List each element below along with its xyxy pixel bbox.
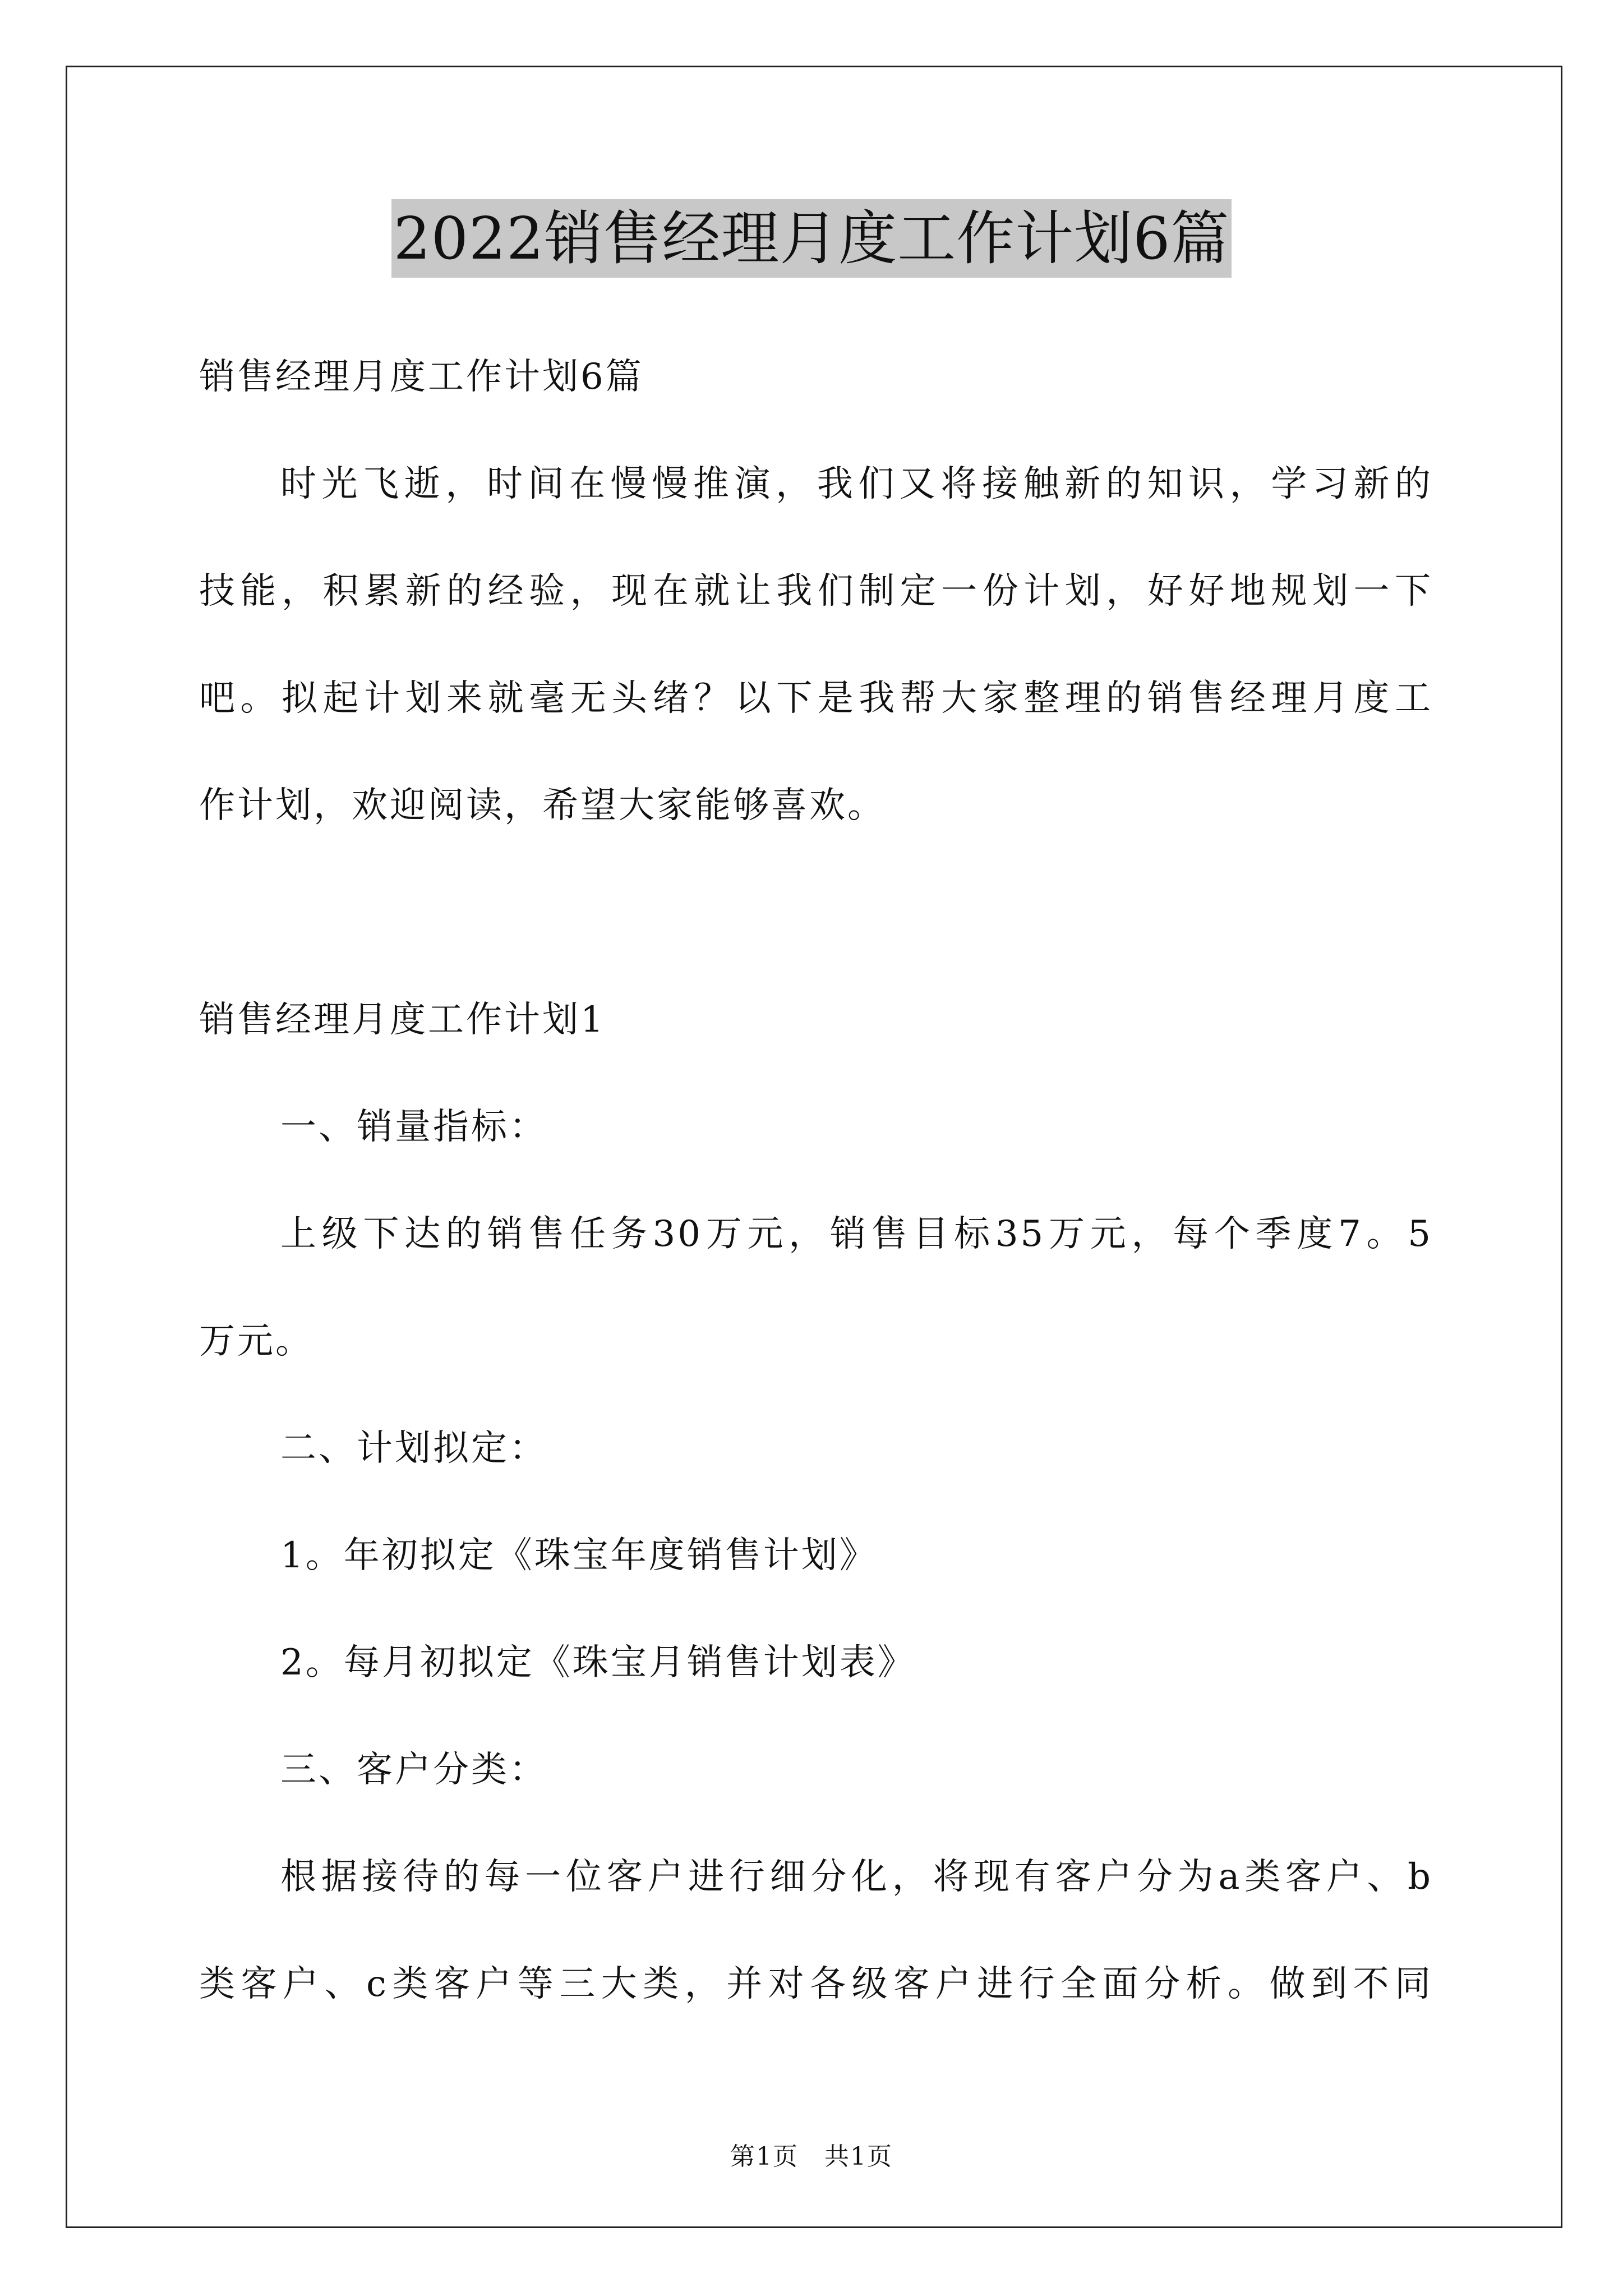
item3-line-2: 类客户、c类客户等三大类，并对各级客户进行全面分析。做到不同 (199, 1963, 1433, 2005)
item3-line-1: 根据接待的每一位客户进行细分化，将现有客户分为a类客户、b (280, 1856, 1433, 1898)
item3-heading: 三、客户分类： (280, 1749, 547, 1791)
page-footer: 第1页 共1页 (730, 2142, 893, 2171)
section-heading: 销售经理月度工作计划1 (199, 999, 606, 1041)
item2-heading: 二、计划拟定： (280, 1428, 547, 1469)
document-title: 2022销售经理月度工作计划6篇 (391, 199, 1232, 278)
item1-line-2: 万元。 (199, 1320, 313, 1362)
item1-heading: 一、销量指标： (280, 1106, 547, 1148)
intro-line-2: 技能，积累新的经验，现在就让我们制定一份计划，好好地规划一下 (199, 570, 1433, 612)
document-subtitle: 销售经理月度工作计划6篇 (199, 356, 644, 398)
intro-line-3: 吧。拟起计划来就毫无头绪？以下是我帮大家整理的销售经理月度工 (199, 678, 1433, 719)
intro-line-1: 时光飞逝，时间在慢慢推演，我们又将接触新的知识，学习新的 (280, 463, 1433, 505)
item2-sub-1: 1。年初拟定《珠宝年度销售计划》 (280, 1535, 878, 1576)
item1-line-1: 上级下达的销售任务30万元，销售目标35万元，每个季度7。5 (280, 1213, 1433, 1255)
intro-line-4: 作计划，欢迎阅读，希望大家能够喜欢。 (199, 785, 886, 826)
item2-sub-2: 2。每月初拟定《珠宝月销售计划表》 (280, 1642, 916, 1683)
title-container (0, 199, 1623, 278)
